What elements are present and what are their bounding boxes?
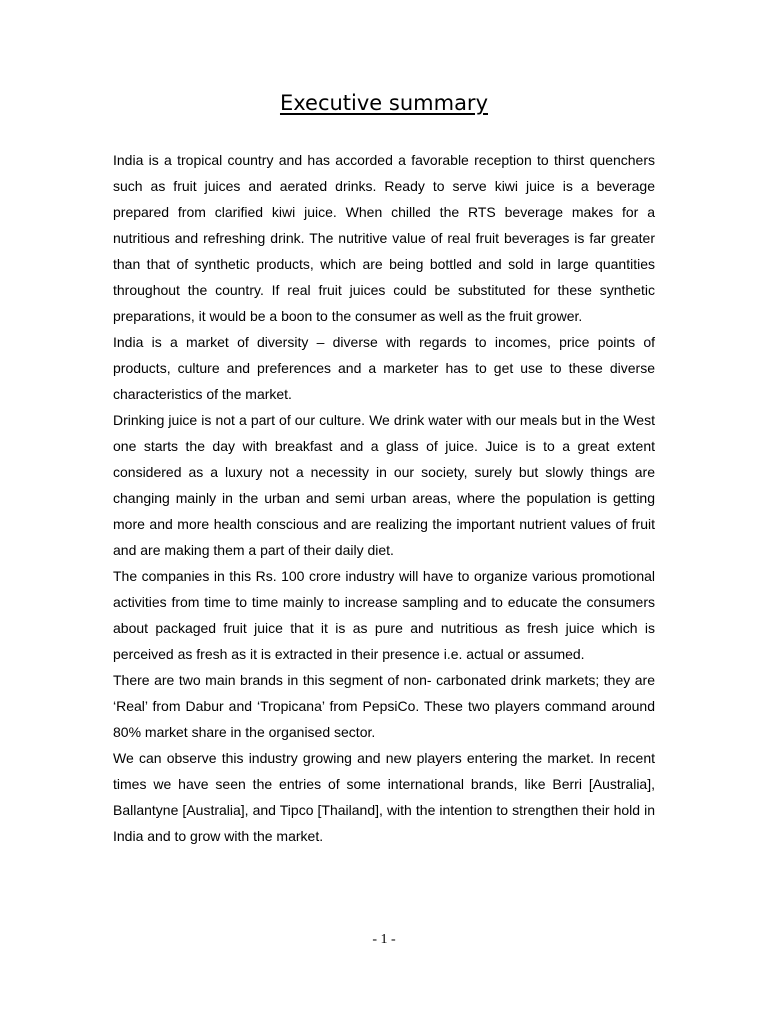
body-text [113,147,655,849]
paragraph-5: There are two main brands in this segment of non- carbonated drink markets; they are ‘Real’ from Dabur and ‘Tropicana’ from PepsiCo. These two players command around 80% market share in the organised sector. [113,672,655,740]
paragraph-6: We can observe this industry growing and new players entering the market. In recent times we have seen the entries of some international brands, like Berri [Australia], Ballantyne [Australia], and Tipco [Thailand], with the intention to strengthen their hold in India and to grow with the market. [113,750,655,844]
paragraph-1: India is a tropical country and has accorded a favorable reception to thirst quenchers such as fruit juices and aerated drinks. Ready to serve kiwi juice is a beverage prepared from clarified kiwi juice. When chilled the RTS beverage makes for a nutritious and refreshing drink. The nutritive value of real fruit beverages is far greater than that of synthetic products, which are being bottled and sold in large quantities throughout the country. If real fruit juices could be substituted for these synthetic preparations, it would be a boon to the consumer as well as the fruit grower. [113,152,655,324]
page-title: Executive summary [279,91,488,115]
page-number: - 1 - [372,932,396,947]
paragraph-3: Drinking juice is not a part of our culture. We drink water with our meals but in the West one starts the day with breakfast and a glass of juice. Juice is to a great extent considered as a luxury not a necessity in our society, surely but slowly things are changing mainly in the urban and semi urban areas, where the population is getting more and more health conscious and are realizing the important nutrient values of fruit and are making them a part of their daily diet. [113,412,655,558]
paragraph-2: India is a market of diversity – diverse with regards to incomes, price points of products, culture and preferences and a marketer has to get use to these diverse characteristics of the market. [113,334,655,402]
paragraph-4: The companies in this Rs. 100 crore industry will have to organize various promotional activities from time to time mainly to increase sampling and to educate the consumers about packaged fruit juice that it is as pure and nutritious as fresh juice which is perceived as fresh as it is extracted in their presence i.e. actual or assumed. [113,568,655,662]
